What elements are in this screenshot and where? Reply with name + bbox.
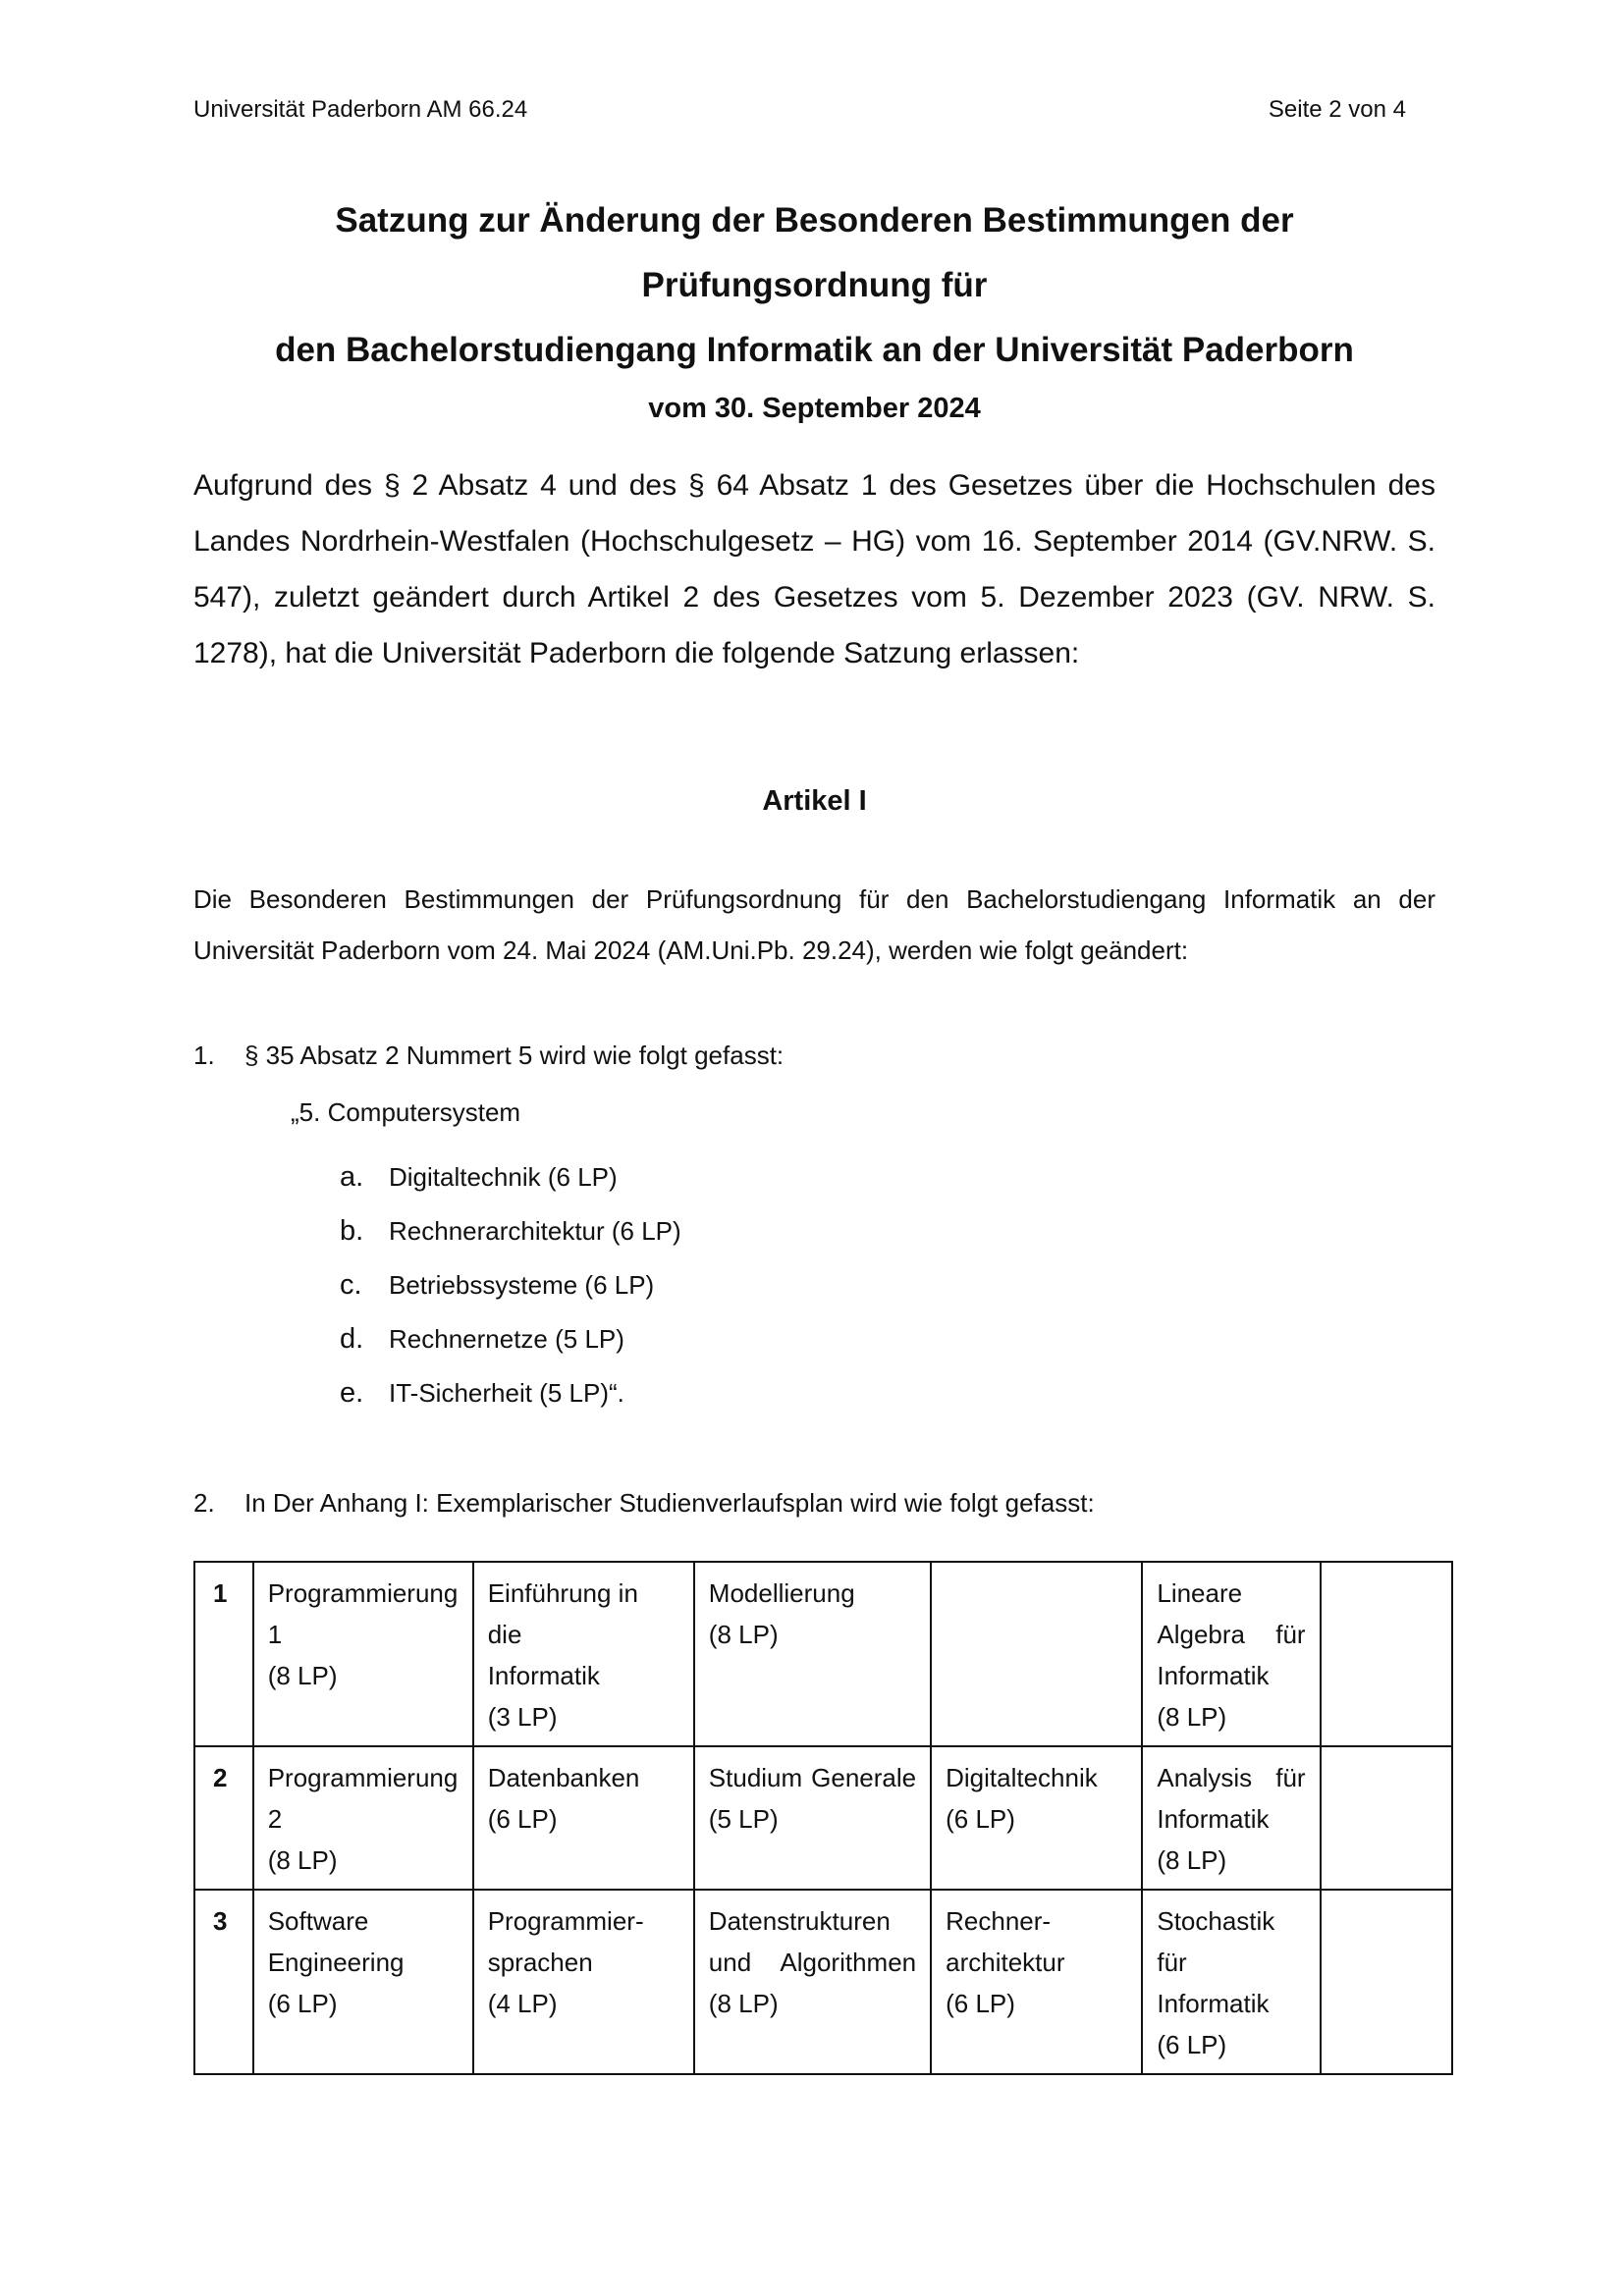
sublist-text: Rechnerarchitektur (6 LP) [389, 1216, 681, 1246]
module-line: sprachen [487, 1948, 593, 1977]
module-line: Analysis für [1157, 1763, 1306, 1792]
module-credits: (8 LP) [267, 1661, 338, 1690]
module-line: Einführung in die [487, 1578, 638, 1649]
module-line: Lineare [1157, 1578, 1243, 1608]
module-line: Informatik [1157, 1804, 1270, 1834]
table-cell [694, 1890, 931, 2074]
module-line: Stochastik für [1157, 1906, 1275, 1977]
sublist-item [340, 1150, 681, 1204]
table-cell [473, 1562, 694, 1746]
module-credits: (6 LP) [487, 1804, 558, 1834]
module-line: Algebra für [1157, 1620, 1306, 1649]
module-line: Informatik [1157, 1661, 1270, 1690]
module-credits: (8 LP) [267, 1845, 338, 1875]
title-line-2: den Bachelorstudiengang Informatik an der Universität Paderborn [275, 331, 1354, 369]
list-item-2-number: 2. [193, 1488, 215, 1518]
module-credits: (8 LP) [1157, 1845, 1227, 1875]
module-credits: (5 LP) [708, 1804, 779, 1834]
table-cell [931, 1746, 1142, 1890]
list-item-1-number: 1. [193, 1041, 215, 1070]
module-credits: (8 LP) [1157, 1702, 1227, 1732]
semester-number: 3 [194, 1890, 253, 2074]
list-item-1 [193, 1041, 784, 1071]
artikel-heading: Artikel I [762, 785, 867, 817]
table-row [194, 1890, 1452, 2074]
module-line: Rechner- [946, 1906, 1052, 1936]
module-line: Software [267, 1906, 369, 1936]
header-left: Universität Paderborn AM 66.24 [193, 96, 528, 123]
module-line: 1 [267, 1620, 283, 1649]
module-line: Informatik [1157, 1989, 1270, 2018]
quote-heading: „5. Computersystem [291, 1097, 521, 1127]
page-number: Seite 2 von 4 [1268, 96, 1406, 123]
module-credits: (4 LP) [487, 1989, 558, 2018]
list-item-2 [193, 1488, 1095, 1519]
semester-number: 1 [194, 1562, 253, 1746]
table-cell [473, 1890, 694, 2074]
title-date: vom 30. September 2024 [648, 393, 981, 424]
module-credits: (8 LP) [708, 1989, 779, 2018]
table-cell [694, 1562, 931, 1746]
sublist-text: IT-Sicherheit (5 LP)“. [389, 1378, 624, 1408]
table-cell [1142, 1746, 1320, 1890]
sublist-item [340, 1258, 681, 1312]
intro-paragraph: Aufgrund des § 2 Absatz 4 und des § 64 Absatz 1 des Gesetzes über die Hochschulen des Landes Nordrhein-Westfalen (Hochschulgesetz – HG) vom 16. September 2014 (GV.NRW. S. 547), zuletzt geändert durch Artikel 2 des Gesetzes vom 5. Dezember 2023 (GV. NRW. S. 1278), hat die Universität Paderborn die folgende Satzung erlassen: [193, 469, 1435, 669]
table-cell [473, 1746, 694, 1890]
table-cell [253, 1746, 473, 1890]
module-credits: (6 LP) [1157, 2030, 1227, 2059]
table-cell [1142, 1562, 1320, 1746]
table-cell-empty [1321, 1562, 1452, 1746]
module-line: Datenstrukturen [708, 1906, 891, 1936]
table-cell [694, 1746, 931, 1890]
module-line: Informatik [487, 1661, 600, 1690]
sublist-letter: a. [340, 1161, 364, 1193]
module-line: Studium Generale [708, 1763, 917, 1792]
module-line: Programmierung [267, 1578, 459, 1608]
module-line: Digitaltechnik [946, 1763, 1098, 1792]
sublist-text: Rechnernetze (5 LP) [389, 1324, 624, 1354]
sublist-item [340, 1366, 681, 1420]
sublist-letter: d. [340, 1323, 364, 1355]
computersystem-sublist [340, 1150, 681, 1420]
table-cell [1142, 1890, 1320, 2074]
semester-number: 2 [194, 1746, 253, 1890]
sublist-item [340, 1204, 681, 1258]
module-line: Programmier- [487, 1906, 644, 1936]
sublist-letter: b. [340, 1215, 364, 1247]
module-credits: (6 LP) [946, 1989, 1015, 2018]
module-line: Engineering [267, 1948, 405, 1977]
table-cell-empty [931, 1562, 1142, 1746]
document-title [193, 188, 1435, 425]
studienverlaufsplan-table [193, 1561, 1453, 2075]
table-cell [253, 1890, 473, 2074]
sublist-item [340, 1312, 681, 1366]
sublist-text: Digitaltechnik (6 LP) [389, 1162, 618, 1192]
module-line: 2 [267, 1804, 283, 1834]
table-cell-empty [1321, 1746, 1452, 1890]
list-item-1-text: § 35 Absatz 2 Nummert 5 wird wie folgt gefasst: [244, 1041, 785, 1070]
module-credits: (6 LP) [946, 1804, 1015, 1834]
table-cell-empty [1321, 1890, 1452, 2074]
sublist-text: Betriebssysteme (6 LP) [389, 1270, 655, 1300]
artikel-body: Die Besonderen Bestimmungen der Prüfungsordnung für den Bachelorstudiengang Informatik an der Universität Paderborn vom 24. Mai 2024 (AM.Uni.Pb. 29.24), werden wie folgt geändert: [193, 884, 1435, 965]
module-credits: (8 LP) [708, 1620, 779, 1649]
module-credits: (3 LP) [487, 1702, 558, 1732]
module-line: Programmierung [267, 1763, 459, 1792]
table-row [194, 1746, 1452, 1890]
table-row [194, 1562, 1452, 1746]
sublist-letter: e. [340, 1377, 364, 1409]
module-line: architektur [946, 1948, 1065, 1977]
title-line-1: Satzung zur Änderung der Besonderen Bestimmungen der Prüfungsordnung für [335, 201, 1294, 304]
module-line: und Algorithmen [708, 1948, 917, 1977]
table-cell [931, 1890, 1142, 2074]
sublist-letter: c. [340, 1269, 362, 1301]
list-item-2-text: In Der Anhang I: Exemplarischer Studienverlaufsplan wird wie folgt gefasst: [244, 1488, 1095, 1518]
module-line: Modellierung [708, 1578, 855, 1608]
module-line: Datenbanken [487, 1763, 640, 1792]
module-credits: (6 LP) [267, 1989, 338, 2018]
table-cell [253, 1562, 473, 1746]
